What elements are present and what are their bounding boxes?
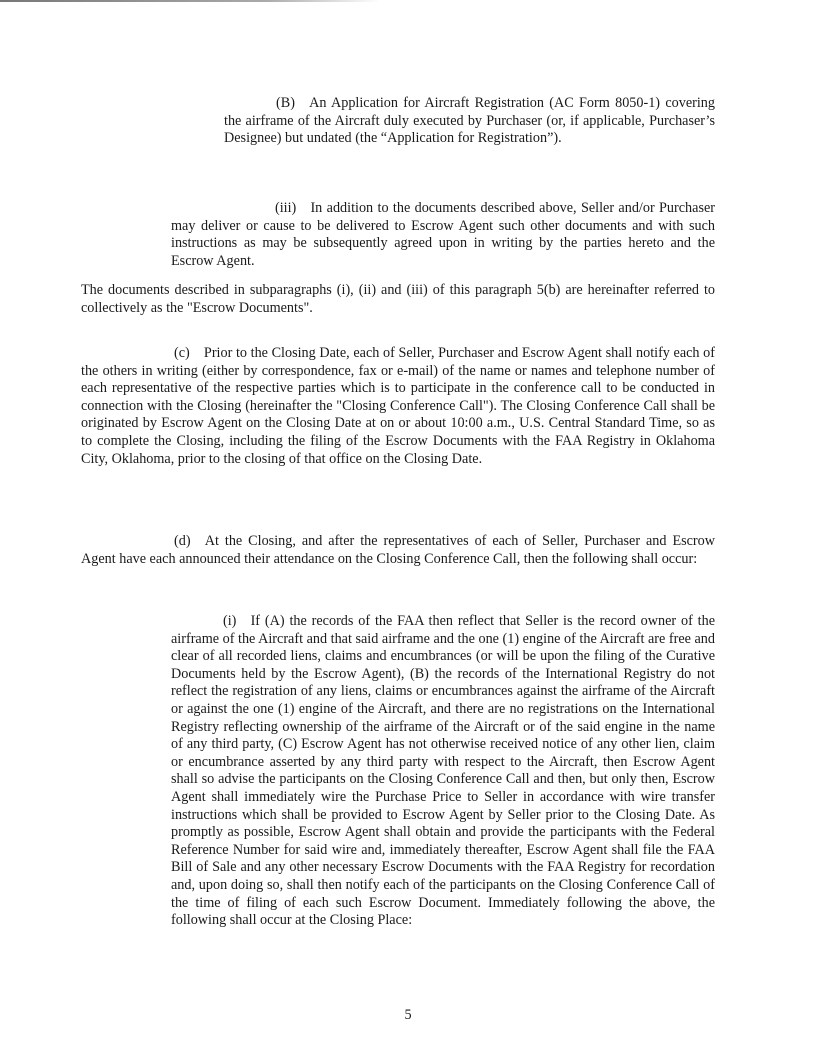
paragraph-d-at-the-closing: (d) At the Closing, and after the representatives of each of Seller, Purchaser and Escrow Agent have each announced their attendance on the Closing Conference Call, then the following shall occur: bbox=[81, 533, 715, 567]
paragraph-b-application-for-registration: (B) An Application for Aircraft Registration (AC Form 8050-1) covering the airframe of the Aircraft duly executed by Purchaser (or, if applicable, Purchaser’s Designee) but undated (the “Application for Registration”). bbox=[224, 95, 715, 147]
paragraph-escrow-documents-definition: The documents described in subparagraphs (i), (ii) and (iii) of this paragraph 5(b) are hereinafter referred to collectively as the "Escrow Documents". bbox=[81, 282, 715, 316]
paragraph-c-closing-conference-call: (c) Prior to the Closing Date, each of Seller, Purchaser and Escrow Agent shall notify each of the others in writing (either by correspondence, fax or e-mail) of the name or names and telephone number of each representative of the respective parties which is to participate in the conference call to be conducted in connection with the Closing (hereinafter the "Closing Conference Call"). The Closing Conference Call shall be originated by Escrow Agent on the Closing Date at on or about 10:00 a.m., U.S. Central Standard Time, so as to complete the Closing, including the filing of the Escrow Documents with the FAA Registry in Oklahoma City, Oklahoma, prior to the closing of that office on the Closing Date. bbox=[81, 345, 715, 467]
page-number: 5 bbox=[404, 1007, 412, 1023]
paragraph-i-faa-records-conditions: (i) If (A) the records of the FAA then reflect that Seller is the record owner of the airframe of the Aircraft and that said airframe and the one (1) engine of the Aircraft are free and clear of all recorded liens, claims and encumbrances (or will be upon the filing of the Curative Documents held by the Escrow Agent), (B) the records of the International Registry do not reflect the registration of any liens, claims or encumbrances against the airframe of the Aircraft or against the one (1) engine of the Aircraft, and there are no registrations on the International Registry reflecting ownership of the airframe of the Aircraft or of the said engine in the name of any third party, (C) Escrow Agent has not otherwise received notice of any other lien, claim or encumbrance asserted by any third party with respect to the Aircraft, then Escrow Agent shall so advise the participants on the Closing Conference Call and then, but only then, Escrow Agent shall immediately wire the Purchase Price to Seller in accordance with wire transfer instructions which shall be provided to Escrow Agent by Seller prior to the Closing Date. As promptly as possible, Escrow Agent shall obtain and provide the participants with the Federal Reference Number for said wire and, immediately thereafter, Escrow Agent shall file the FAA Bill of Sale and any other necessary Escrow Documents with the FAA Registry for recordation and, upon doing so, shall then notify each of the participants on the Closing Conference Call of the time of filing of each such Escrow Document. Immediately following the above, the following shall occur at the Closing Place: bbox=[171, 613, 715, 929]
paragraph-iii-additional-documents: (iii) In addition to the documents described above, Seller and/or Purchaser may deliver or cause to be delivered to Escrow Agent such other documents and with such instructions as may be subsequently agreed upon in writing by the parties hereto and the Escrow Agent. bbox=[171, 200, 715, 269]
